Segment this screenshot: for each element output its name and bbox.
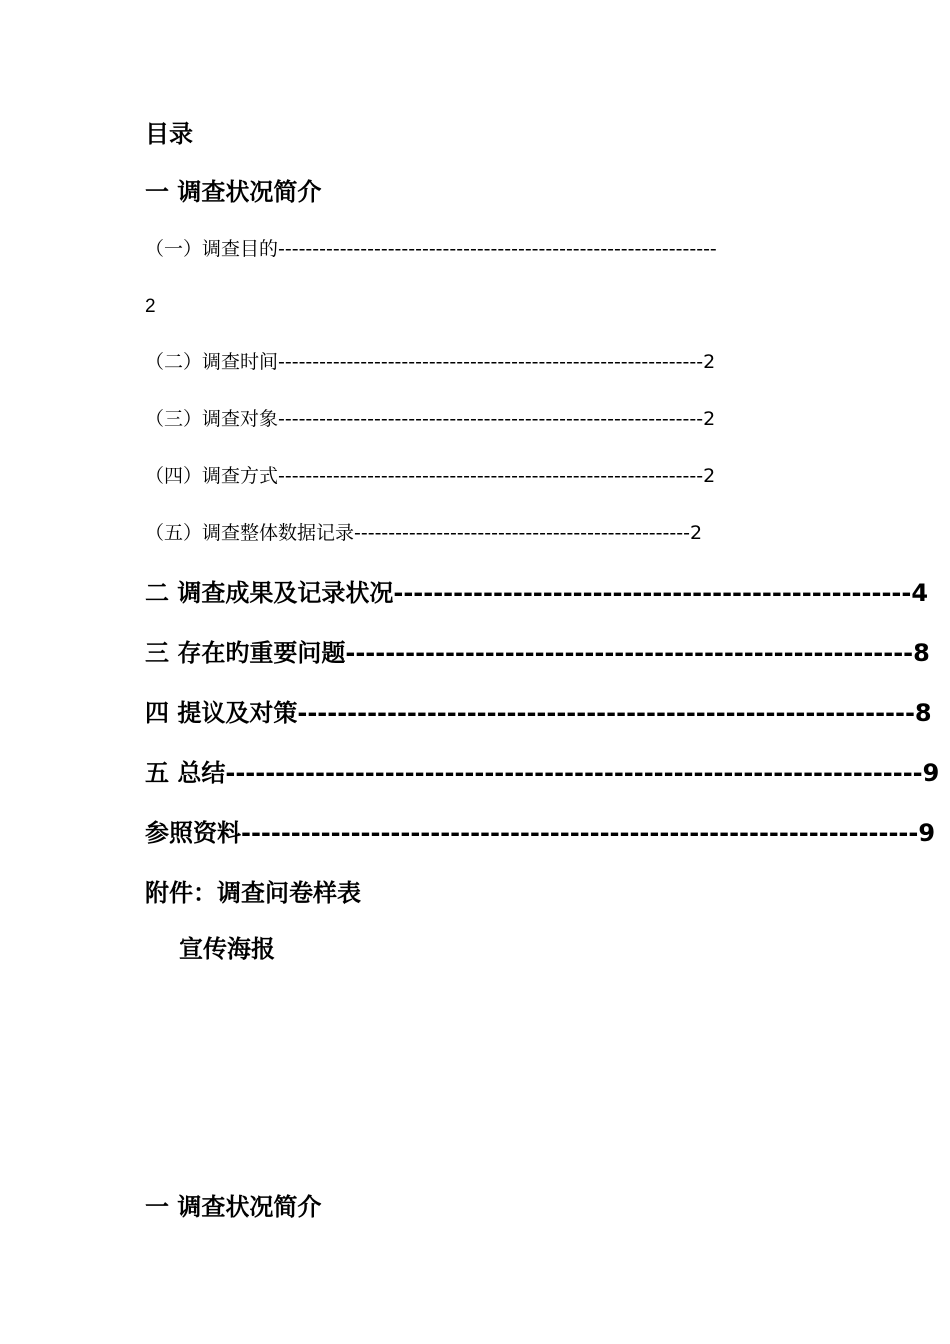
toc-entry-1-3: （三）调查对象--------------------------------------------------------------2: [145, 408, 716, 430]
toc-entry-1-5: （五）调查整体数据记录-------------------------------------------------2: [145, 522, 703, 544]
toc-title: 目录: [145, 120, 193, 148]
toc-entry-section-3: 三 存在旳重要问题---------------------------------------------------------8: [145, 639, 930, 667]
toc-entry-section-1: 一 调查状况简介: [145, 178, 322, 206]
toc-entry-section-2: 二 调查成果及记录状况----------------------------------------------------4: [145, 579, 929, 607]
section-heading: 一 调查状况简介: [145, 1193, 322, 1221]
toc-entry-section-4: 四 提议及对策--------------------------------------------------------------8: [145, 699, 932, 727]
toc-entry-1-4: （四）调查方式--------------------------------------------------------------2: [145, 465, 716, 487]
toc-entry-appendix-poster: 宣传海报: [179, 935, 275, 963]
toc-entry-references: 参照资料--------------------------------------------------------------------9: [145, 819, 936, 847]
toc-entry-appendix: 附件：调查问卷样表: [145, 879, 361, 907]
toc-entry-1-1: （一）调查目的----------------------------------------------------------------: [145, 238, 717, 260]
toc-entry-section-5: 五 总结----------------------------------------------------------------------9: [145, 759, 940, 787]
toc-entry-1-1-page: 2: [145, 296, 156, 317]
toc-entry-1-2: （二）调查时间--------------------------------------------------------------2: [145, 351, 716, 373]
